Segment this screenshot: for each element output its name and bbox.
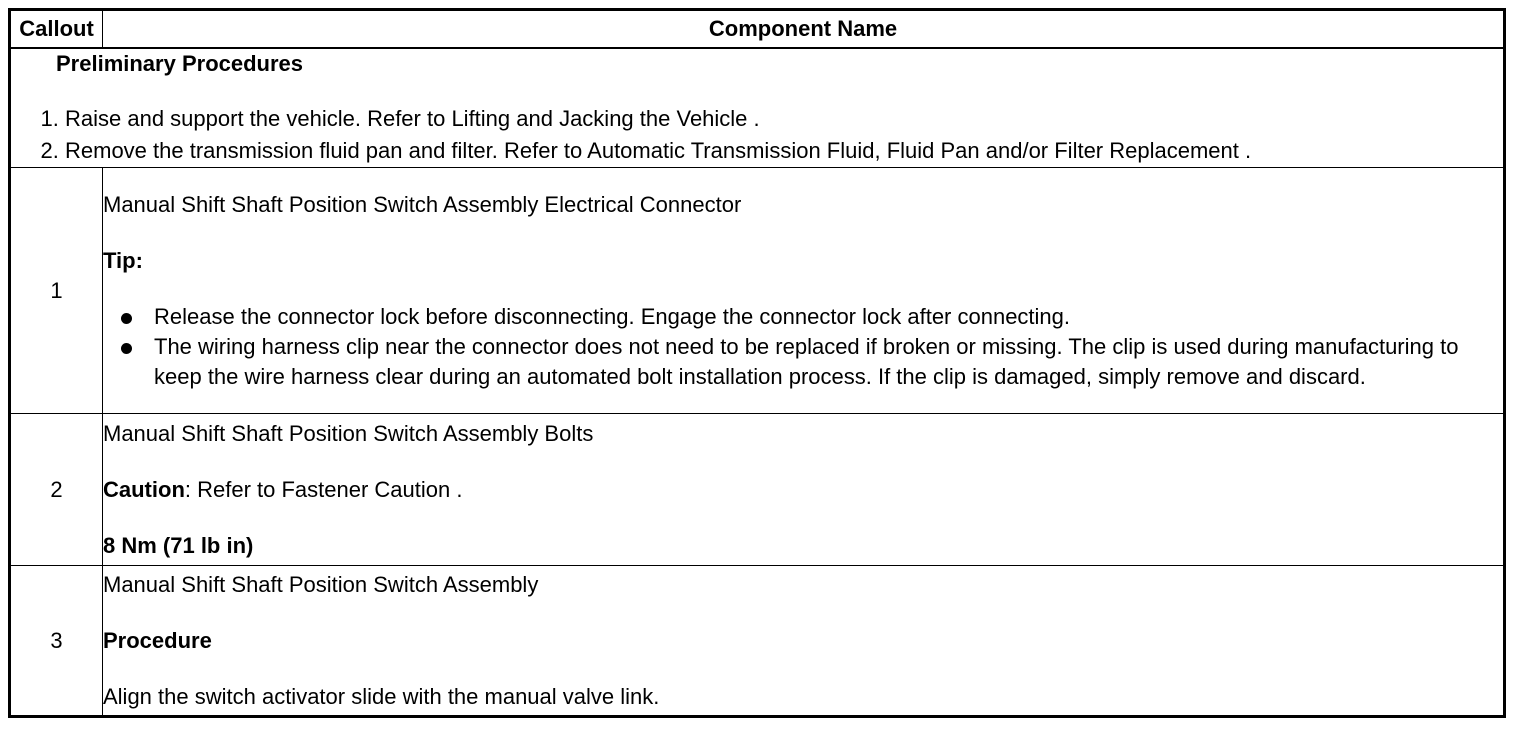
caution-label: Caution (103, 476, 185, 502)
header-callout: Callout (10, 10, 103, 49)
caution-line (103, 475, 1503, 505)
callout-number: 3 (10, 566, 103, 717)
preliminary-step-1: 1. Raise and support the vehicle. Refer to Lifting and Jacking the Vehicle . (65, 103, 1503, 135)
torque-spec: 8 Nm (71 lb in) (103, 532, 254, 558)
table-row (10, 414, 1505, 566)
component-name: Manual Shift Shaft Position Switch Assembly (103, 571, 539, 597)
preliminary-step-2: 2. Remove the transmission fluid pan and filter. Refer to Automatic Transmission Fluid, Fluid Pan and/or Filter Replacement . (65, 135, 1503, 167)
component-cell (103, 414, 1505, 566)
tip-label: Tip: (103, 247, 143, 273)
table-row (10, 168, 1505, 414)
tip-bullet (154, 332, 1503, 392)
component-cell (103, 566, 1505, 717)
table-header-row (10, 10, 1505, 49)
tip-text: The wiring harness clip near the connector does not need to be replaced if broken or missing. The clip is used during manufacturing to keep the wire harness clear during an automated bolt installation process. If the clip is damaged, simply remove and discard. (154, 333, 1459, 389)
bullet-icon (121, 313, 132, 324)
callout-number: 2 (10, 414, 103, 566)
tip-list (103, 302, 1503, 392)
header-component-name: Component Name (103, 10, 1505, 49)
preliminary-steps (11, 103, 1503, 167)
component-name: Manual Shift Shaft Position Switch Assembly Electrical Connector (103, 191, 742, 217)
preliminary-cell (10, 48, 1505, 168)
tip-bullet (154, 302, 1503, 332)
component-name: Manual Shift Shaft Position Switch Assembly Bolts (103, 420, 594, 446)
caution-text: : Refer to Fastener Caution . (184, 476, 463, 502)
callout-number: 1 (10, 168, 103, 414)
table-row (10, 566, 1505, 717)
procedure-label: Procedure (103, 627, 212, 653)
procedure-text: Align the switch activator slide with the manual valve link. (103, 683, 660, 709)
preliminary-title: Preliminary Procedures (56, 51, 304, 76)
tip-text: Release the connector lock before disconnecting. Engage the connector lock after connecting. (154, 303, 1071, 329)
procedure-table (8, 8, 1506, 718)
preliminary-row (10, 48, 1505, 168)
component-cell (103, 168, 1505, 414)
bullet-icon (121, 343, 132, 354)
